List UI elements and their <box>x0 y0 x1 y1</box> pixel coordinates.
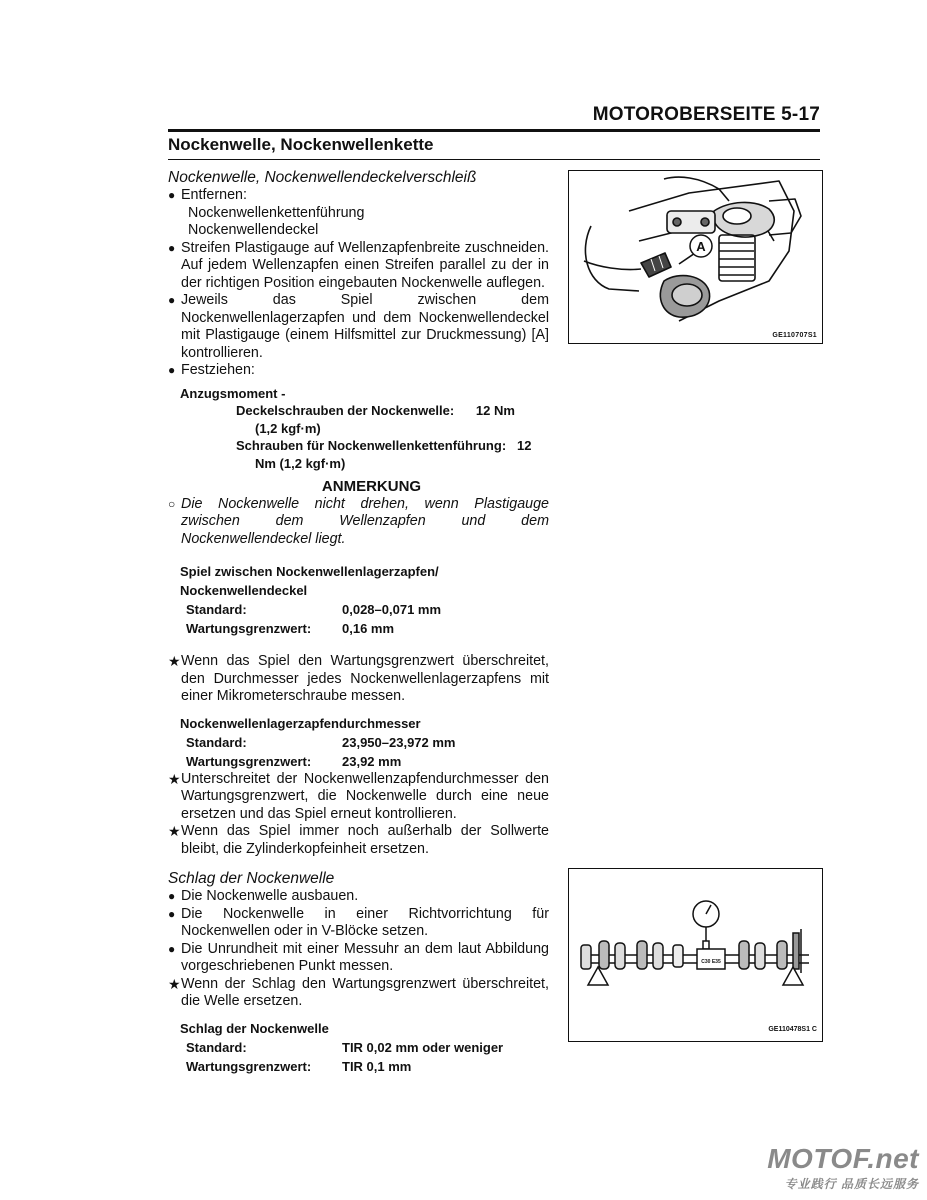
runout-step-text: Die Unrundheit mit einer Messuhr an dem laut Abbildung vorgeschriebenen Punkt messen. <box>181 940 549 974</box>
torque-title: Anzugsmoment - <box>180 385 286 401</box>
spec-journal-standard <box>168 733 549 752</box>
tighten-label: Festziehen: <box>181 362 255 378</box>
torque-chain-guide-bolts-kgf: Nm (1,2 kgf·m) <box>255 455 346 471</box>
remove-label: Entfernen: <box>181 187 247 203</box>
star-icon: ★ <box>168 823 181 839</box>
wear-subtitle: Nockenwelle, Nockenwellendeckelverschleiß <box>168 169 477 186</box>
spec-runout-title: Schlag der Nockenwelle <box>180 1020 329 1036</box>
section-title: Nockenwelle, Nockenwellenkette <box>168 135 434 154</box>
star-note-replace-head <box>168 823 549 858</box>
star-icon: ★ <box>168 770 181 787</box>
spec-value: 23,92 mm <box>342 753 402 769</box>
figure-label-a: A <box>696 239 706 254</box>
note-text-body: Die Nockenwelle nicht drehen, wenn Plastigauge zwischen dem Wellenzapfen und dem Nockenwellendeckel liegt. <box>181 495 549 547</box>
camshaft-cap-illustration <box>569 171 822 343</box>
tighten-step <box>168 362 549 380</box>
note-text <box>168 496 549 549</box>
spec-value: 0,028–0,071 mm <box>342 602 442 617</box>
spec-value: 23,950–23,972 mm <box>342 734 456 750</box>
watermark-tagline: 专业践行 品质长远服务 <box>784 1177 919 1191</box>
spec-label: Standard: <box>186 602 247 617</box>
runout-step-text: Die Nockenwelle in einer Richtvorrichtung für Nockenwellen oder in V-Blöcke setzen. <box>181 905 549 939</box>
figure2-code: GE110478S1 C <box>768 1026 817 1033</box>
remove-item: Nockenwellendeckel <box>188 222 319 238</box>
spec-clearance-title-line1: Spiel zwischen Nockenwellenlagerzapfen/ <box>180 564 439 579</box>
spec-clearance-limit <box>168 619 549 638</box>
runout-step <box>168 941 549 976</box>
bullet-dot-icon: ● <box>168 293 176 307</box>
bullet-dot-icon: ● <box>168 906 176 921</box>
spec-label: Standard: <box>186 1039 247 1055</box>
bullet-dot-icon: ● <box>168 363 176 377</box>
star-icon: ★ <box>168 975 181 992</box>
star-icon: ★ <box>168 653 181 669</box>
star-note-text: Wenn das Spiel immer noch außerhalb der Sollwerte bleibt, die Zylinderkopfeinheit ersetzen. <box>181 823 549 857</box>
note-circle-icon: ○ <box>168 496 176 511</box>
spec-label: Wartungsgrenzwert: <box>186 1058 312 1074</box>
spec-journal-limit <box>168 752 549 771</box>
bullet-dot-icon: ● <box>168 240 176 255</box>
bullet-dot-icon: ● <box>168 188 176 202</box>
torque-chain-guide-bolts: Schrauben für Nockenwellenkettenführung: 12 <box>236 438 532 453</box>
runout-step-text: Die Nockenwelle ausbauen. <box>181 888 359 904</box>
plastigauge-step <box>168 240 549 293</box>
page-header-title: MOTOROBERSEITE 5-17 <box>592 104 820 125</box>
spec-label: Wartungsgrenzwert: <box>186 621 312 636</box>
star-note-replace-camshaft <box>168 771 549 824</box>
torque-cover-bolts-kgf: (1,2 kgf·m) <box>255 420 321 436</box>
star-note-text: Wenn das Spiel den Wartungsgrenzwert überschreitet, den Durchmesser jedes Nockenwellenlagerzapfens mit einer Mikrometerschraube messen. <box>181 653 549 704</box>
bullet-dot-icon: ● <box>168 941 176 956</box>
section-rule <box>168 159 820 160</box>
wear-section <box>168 169 549 858</box>
figure-runout <box>568 868 823 1042</box>
spec-label: Wartungsgrenzwert: <box>186 753 312 769</box>
runout-section <box>168 870 549 1076</box>
watermark <box>767 1143 919 1192</box>
shaft-label: C30 E35 <box>701 959 721 965</box>
clearance-check-text: Jeweils das Spiel zwischen dem Nockenwellenlagerzapfen und dem Nockenwellendeckel mit Plastigauge (einem Hilfsmittel zur Druckmessung) [A] kontrollieren. <box>181 292 549 361</box>
runout-subtitle: Schlag der Nockenwelle <box>168 870 335 887</box>
star-note-runout <box>168 976 549 1011</box>
runout-step <box>168 906 549 941</box>
spec-value: 0,16 mm <box>342 621 395 636</box>
spec-runout-standard <box>168 1038 549 1057</box>
clearance-check-step <box>168 292 549 362</box>
header-rule <box>168 129 820 132</box>
remove-item: Nockenwellenkettenführung <box>188 204 365 221</box>
star-note-micrometer <box>168 653 549 706</box>
star-note-text: Wenn der Schlag den Wartungsgrenzwert überschreitet, die Welle ersetzen. <box>181 975 549 1009</box>
star-note-text: Unterschreitet der Nockenwellenzapfendurchmesser den Wartungsgrenzwert, die Nockenwelle durch eine neue ersetzen und das Spiel erneut kontrollieren. <box>181 770 549 822</box>
bullet-dot-icon: ● <box>168 889 176 903</box>
remove-step <box>168 187 549 205</box>
torque-cover-bolts: Deckelschrauben der Nockenwelle: 12 Nm <box>236 403 515 418</box>
figure-plastigauge <box>568 170 823 344</box>
spec-value: TIR 0,1 mm <box>342 1058 412 1074</box>
figure1-code: GE110707S1 <box>772 332 817 339</box>
note-title: ANMERKUNG <box>321 478 422 495</box>
watermark-brand: MOTOF.net <box>767 1143 919 1174</box>
spec-clearance-standard <box>168 600 549 619</box>
spec-label: Standard: <box>186 734 247 750</box>
runout-measurement-illustration <box>569 869 822 1041</box>
spec-runout-limit <box>168 1057 549 1076</box>
spec-journal-title: Nockenwellenlagerzapfendurchmesser <box>180 715 421 731</box>
spec-clearance-title-line2: Nockenwellendeckel <box>180 583 308 598</box>
plastigauge-step-text: Streifen Plastigauge auf Wellenzapfenbreite zuschneiden. Auf jedem Wellenzapfen einen Streifen parallel zu der in der richtigen Position eingebauten Nockenwelle auflegen. <box>181 239 549 291</box>
spec-value: TIR 0,02 mm oder weniger <box>342 1039 504 1055</box>
runout-step <box>168 888 549 906</box>
